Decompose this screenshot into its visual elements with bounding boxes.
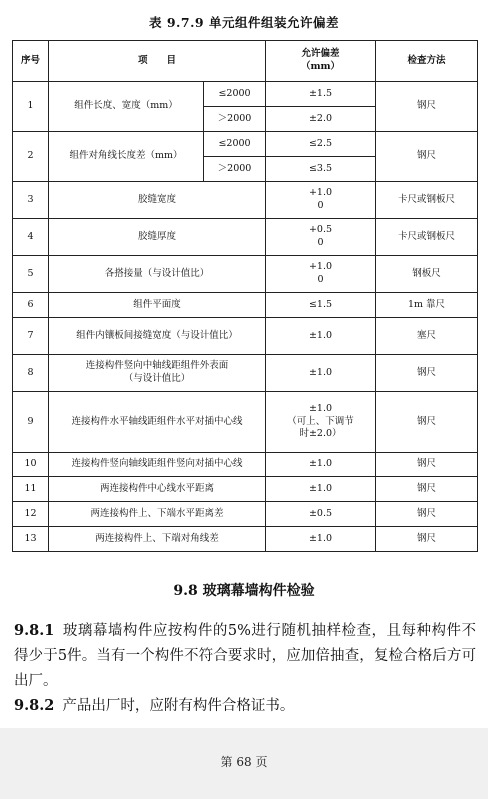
row-condition: ≤2000 xyxy=(204,132,266,157)
row-number: 5 xyxy=(13,256,49,293)
row-method: 钢尺 xyxy=(376,477,478,502)
row-number: 8 xyxy=(13,355,49,392)
row-tolerance-line: ±1.0 xyxy=(308,329,333,341)
row-tolerance-line: ≤1.5 xyxy=(308,298,333,310)
row-item: 组件内镶板间接缝宽度（与设计值比） xyxy=(49,318,266,355)
row-method: 钢尺 xyxy=(376,453,478,477)
row-tolerance-line: ±1.0 xyxy=(308,402,333,414)
header-method: 检查方法 xyxy=(376,41,478,82)
header-no: 序号 xyxy=(13,41,49,82)
row-tolerance-line: +1.0 xyxy=(308,187,333,199)
row-tolerance-line: 时±2.0） xyxy=(299,428,342,440)
row-item: 两连接构件上、下端水平距离差 xyxy=(49,502,266,527)
row-tolerance: ≤3.5 xyxy=(266,157,376,182)
table-row xyxy=(13,182,478,219)
row-tolerance xyxy=(266,219,376,256)
row-tolerance-line: 0 xyxy=(317,274,324,285)
row-item: 两连接构件中心线水平距离 xyxy=(49,477,266,502)
table-row xyxy=(13,256,478,293)
row-method: 钢尺 xyxy=(376,502,478,527)
row-number: 10 xyxy=(13,453,49,477)
row-item: 组件平面度 xyxy=(49,293,266,318)
clause-9-8-2 xyxy=(14,693,476,719)
table-row xyxy=(13,502,478,527)
row-number: 11 xyxy=(13,477,49,502)
row-number: 7 xyxy=(13,318,49,355)
row-tolerance xyxy=(266,293,376,318)
row-item-line: 连接构件竖向中轴线距组件外表面 xyxy=(85,360,229,372)
table-title: 表 9.7.9 单元组件组装允许偏差 xyxy=(148,15,339,30)
row-method: 钢尺 xyxy=(376,392,478,453)
row-tolerance: ≤2.5 xyxy=(266,132,376,157)
row-number: 9 xyxy=(13,392,49,453)
table-row xyxy=(13,527,478,552)
table-row xyxy=(13,392,478,453)
row-tolerance xyxy=(266,392,376,453)
table-row xyxy=(13,219,478,256)
row-method: 钢尺 xyxy=(376,355,478,392)
row-number: 6 xyxy=(13,293,49,318)
row-number: 4 xyxy=(13,219,49,256)
row-tolerance-line: +0.5 xyxy=(308,224,333,236)
table-body xyxy=(13,82,478,552)
table-row xyxy=(13,355,478,392)
row-tolerance: ±2.0 xyxy=(266,107,376,132)
row-number: 12 xyxy=(13,502,49,527)
row-tolerance: ±1.5 xyxy=(266,82,376,107)
row-tolerance xyxy=(266,318,376,355)
table-row xyxy=(13,132,478,157)
clause-number: 9.8.2 xyxy=(14,697,55,714)
page-number: 第 68 页 xyxy=(220,755,268,769)
row-item: 两连接构件上、下端对角线差 xyxy=(49,527,266,552)
row-tolerance xyxy=(266,502,376,527)
row-tolerance-line: 0 xyxy=(317,200,324,211)
row-method: 卡尺或钢板尺 xyxy=(376,219,478,256)
row-tolerance-line: ±1.0 xyxy=(308,458,333,470)
row-condition: ＞2000 xyxy=(204,107,266,132)
section-heading: 9.8 玻璃幕墙构件检验 xyxy=(173,583,315,599)
table-row xyxy=(13,477,478,502)
row-item: 胶缝厚度 xyxy=(49,219,266,256)
row-item-line: （与设计值比） xyxy=(123,373,191,384)
row-method: 钢尺 xyxy=(376,527,478,552)
row-method: 塞尺 xyxy=(376,318,478,355)
row-number: 13 xyxy=(13,527,49,552)
row-tolerance xyxy=(266,182,376,219)
row-method: 卡尺或钢板尺 xyxy=(376,182,478,219)
page-footer xyxy=(0,728,488,799)
row-tolerance-line: ±0.5 xyxy=(308,507,333,519)
row-item: 组件长度、宽度（mm） xyxy=(49,82,204,132)
row-condition: ＞2000 xyxy=(204,157,266,182)
table-row xyxy=(13,318,478,355)
row-tolerance xyxy=(266,355,376,392)
row-tolerance-line: 0 xyxy=(317,237,324,248)
header-item: 项 目 xyxy=(49,41,266,82)
row-item: 组件对角线长度差（mm） xyxy=(49,132,204,182)
row-number: 1 xyxy=(13,82,49,132)
row-tolerance-line: ±1.0 xyxy=(308,482,333,494)
row-tolerance xyxy=(266,256,376,293)
table-row xyxy=(13,82,478,107)
row-item: 各搭接量（与设计值比） xyxy=(49,256,266,293)
table-header-row xyxy=(13,41,478,82)
row-tolerance-line: ±1.0 xyxy=(308,532,333,544)
row-tolerance xyxy=(266,527,376,552)
row-number: 3 xyxy=(13,182,49,219)
clause-text: 产品出厂时，应附有构件合格证书。 xyxy=(62,698,295,714)
table-row xyxy=(13,453,478,477)
header-tolerance xyxy=(266,41,376,82)
header-tolerance-label: 允许偏差 xyxy=(301,48,340,60)
row-method: 钢板尺 xyxy=(376,256,478,293)
row-tolerance-line: ±1.0 xyxy=(308,366,333,378)
row-item: 连接构件竖向轴线距组件竖向对插中心线 xyxy=(49,453,266,477)
clause-9-8-1 xyxy=(14,618,476,694)
row-tolerance xyxy=(266,477,376,502)
row-tolerance-line: +1.0 xyxy=(308,261,333,273)
row-method: 1m 靠尺 xyxy=(376,293,478,318)
row-condition: ≤2000 xyxy=(204,82,266,107)
clause-text: 玻璃幕墙构件应按构件的5%进行随机抽样检查，且每种构件不得少于5件。当有一个构件不符合要求时，应加倍抽查，复检合格后方可出厂。 xyxy=(14,623,476,689)
table-row xyxy=(13,293,478,318)
row-method: 钢尺 xyxy=(376,82,478,132)
tolerance-table xyxy=(12,40,478,552)
row-method: 钢尺 xyxy=(376,132,478,182)
row-tolerance-line: （可上、下调节 xyxy=(287,415,354,427)
row-tolerance xyxy=(266,453,376,477)
row-number: 2 xyxy=(13,132,49,182)
row-item: 胶缝宽度 xyxy=(49,182,266,219)
clause-number: 9.8.1 xyxy=(14,622,55,639)
row-item xyxy=(49,355,266,392)
header-tolerance-unit: （mm） xyxy=(300,61,341,72)
row-item: 连接构件水平轴线距组件水平对插中心线 xyxy=(49,392,266,453)
